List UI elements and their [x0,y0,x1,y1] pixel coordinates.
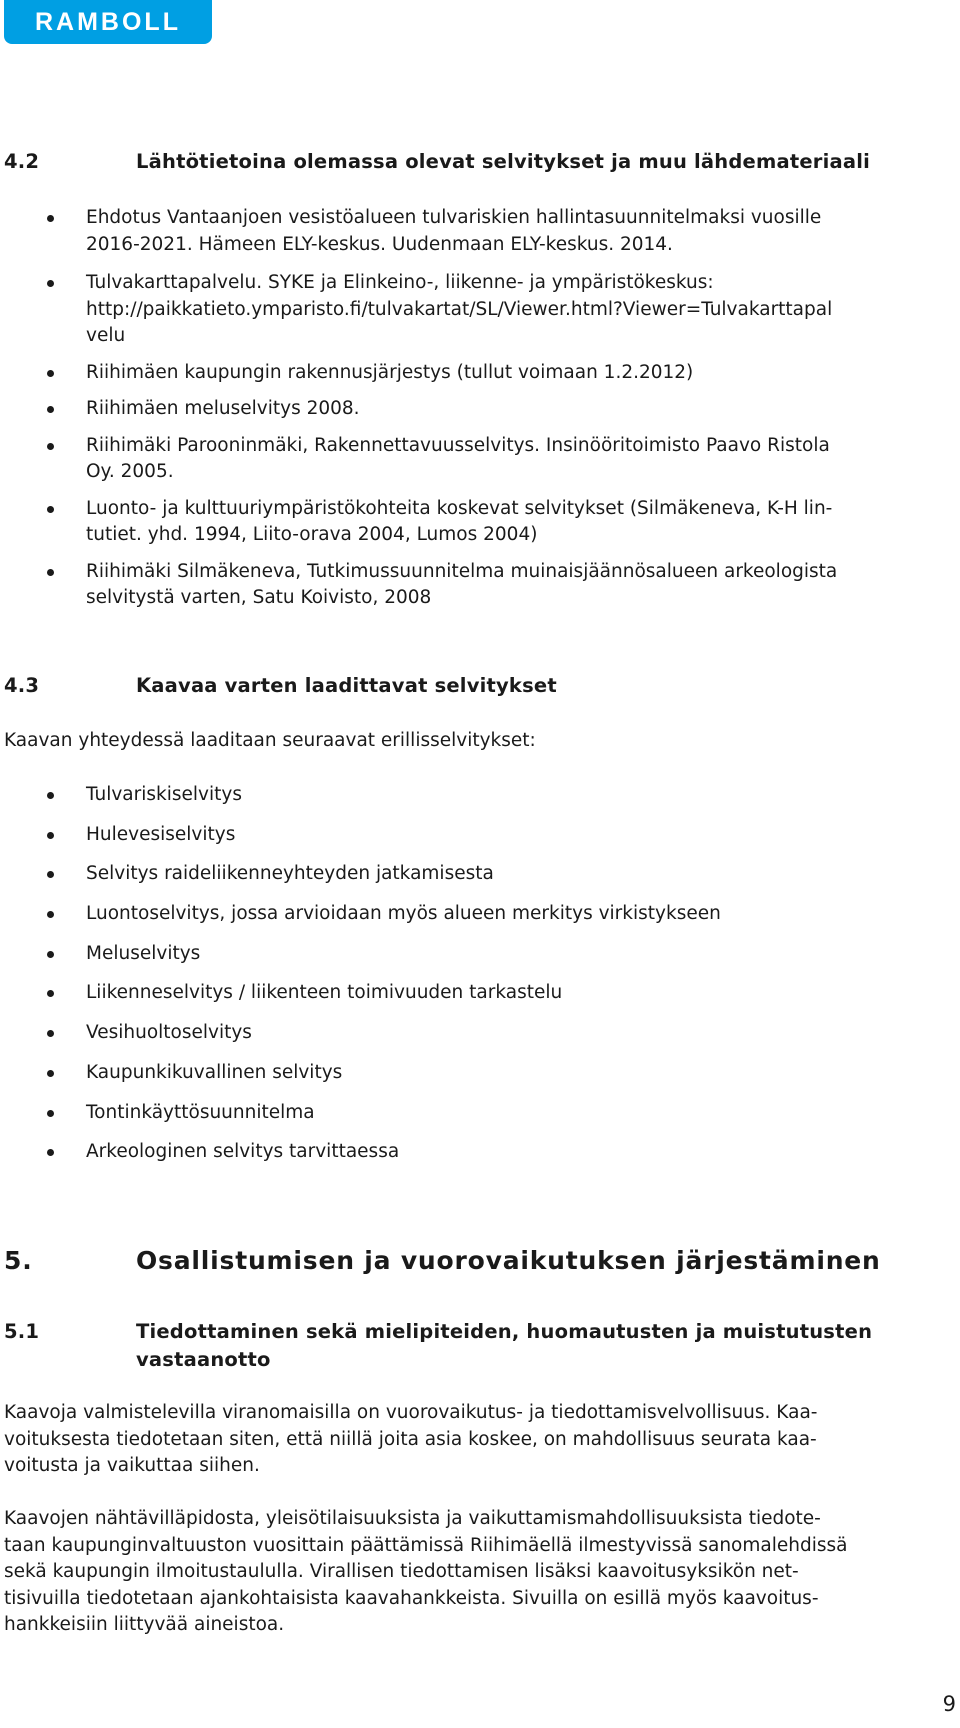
list-item-line: tutiet. yhd. 1994, Liito-orava 2004, Lumos 2004) [86,524,538,545]
list-item [0,1100,946,1127]
list-item [0,980,946,1007]
list-item [0,559,946,612]
list-item-label: Arkeologinen selvitys tarvittaessa [86,1141,400,1163]
list-item-line: Tulvakarttapalvelu. SYKE ja Elinkeino-, liikenne- ja ympäristökeskus: [86,272,714,293]
ramboll-logo [4,0,212,44]
list-item-line: Oy. 2005. [86,461,174,482]
bullet-icon [47,1149,54,1156]
paragraph-line: taan kaupunginvaltuuston vuosittain päättämissä Riihimäellä ilmestyvissä sanomalehdissä [4,1534,848,1556]
list-item [0,941,946,968]
section-4-3-intro: Kaavan yhteydessä laaditaan seuraavat erillisselvitykset: [4,730,536,751]
list-item-label: Kaupunkikuvallinen selvitys [86,1061,343,1083]
bullet-icon [47,911,54,918]
bullet-icon [47,506,54,513]
list-item [0,822,946,849]
section-title-line: vastaanotto [136,1348,271,1371]
list-item-line: Riihimäki Silmäkeneva, Tutkimussuunnitelma muinaisjäännösalueen arkeologista [86,560,838,582]
bullet-icon [47,990,54,997]
logo-text: RAMBOLL [35,8,181,36]
paragraph-line: voituksesta tiedotetaan siten, että niillä joita asia koskee, on mahdollisuus seurata kaa- [4,1428,817,1450]
bullet-icon [47,569,54,576]
bullet-icon [47,871,54,878]
list-item-label: Luontoselvitys, jossa arvioidaan myös alueen merkitys virkistykseen [86,903,721,925]
bullet-icon [47,443,54,450]
list-item-line: selvitystä varten, Satu Koivisto, 2008 [86,587,432,608]
section-number: 4.2 [4,150,40,173]
list-item-line: velu [86,325,126,346]
list-item-label: Hulevesiselvitys [86,823,236,845]
list-item-label: Meluselvitys [86,942,201,964]
list-item-label: Tontinkäyttösuunnitelma [86,1101,315,1123]
list-item [0,205,946,258]
list-item-line: 2016-2021. Hämeen ELY-keskus. Uudenmaan ELY-keskus. 2014. [86,233,673,255]
paragraph-notification [4,1506,944,1639]
paragraph-line: voitusta ja vaikuttaa siihen. [4,1455,260,1477]
list-item-line: Riihimäki Parooninmäki, Rakennettavuusselvitys. Insinööritoimisto Paavo Ristola [86,434,830,456]
section-number: 5.1 [4,1320,40,1343]
list-item [0,496,946,549]
paragraph-interaction-duty [4,1400,944,1480]
section-title-line: Tiedottaminen sekä mielipiteiden, huomautusten ja muistutusten [136,1320,873,1343]
logo-wordmark [18,7,198,37]
list-item [0,396,946,423]
bullet-icon [47,370,54,377]
list-item [0,360,946,387]
chapter-title: Osallistumisen ja vuorovaikutuksen järjestäminen [136,1246,881,1275]
bullet-icon [47,215,54,222]
list-item-label: Vesihuoltoselvitys [86,1022,252,1044]
bullet-icon [47,1030,54,1037]
list-item-label: Liikenneselvitys / liikenteen toimivuuden tarkastelu [86,982,563,1004]
bullet-icon [47,951,54,958]
list-item-label: Selvitys raideliikenneyhteyden jatkamisesta [86,863,494,885]
section-title: Kaavaa varten laadittavat selvitykset [136,674,557,697]
bullet-icon [47,832,54,839]
section-5-1-heading [4,1318,944,1374]
list-item-line: Ehdotus Vantaanjoen vesistöalueen tulvariskien hallintasuunnitelmaksi vuosille [86,207,822,228]
paragraph-line: hankkeisiin liittyvää aineistoa. [4,1614,285,1636]
paragraph-line: sekä kaupungin ilmoitustaululla. Virallisen tiedottamisen lisäksi kaavoitusyksikön net- [4,1561,799,1583]
planned-surveys-list [0,782,946,1166]
list-item [0,782,946,809]
list-item-line: Luonto- ja kulttuuriympäristökohteita koskevat selvitykset (Silmäkeneva, K-H lin- [86,497,833,519]
section-number: 4.3 [4,674,40,697]
page-number: 9 [942,1692,956,1716]
source-materials-list [0,205,946,612]
chapter-number: 5. [4,1246,33,1275]
list-item [0,901,946,928]
list-item [0,1060,946,1087]
list-item [0,270,946,350]
paragraph-line: Kaavoja valmistelevilla viranomaisilla on vuorovaikutus- ja tiedottamisvelvollisuus. Kaa- [4,1402,818,1423]
bullet-icon [47,280,54,287]
list-item-label: Tulvariskiselvitys [86,784,242,805]
list-item [0,433,946,486]
paragraph-line: tisivuilla tiedotetaan ajankohtaisista kaavahankkeista. Sivuilla on esillä myös kaavoitus- [4,1587,819,1609]
bullet-icon [47,792,54,799]
paragraph-line: Kaavojen nähtävilläpidosta, yleisötilaisuuksista ja vaikuttamismahdollisuuksista tiedote- [4,1508,821,1529]
list-item-line: http://paikkatieto.ymparisto.fi/tulvakartat/SL/Viewer.html?Viewer=Tulvakarttapal [86,298,833,320]
section-title: Lähtötietoina olemassa olevat selvitykset ja muu lähdemateriaali [136,150,870,173]
list-item-line: Riihimäen kaupungin rakennusjärjestys (tullut voimaan 1.2.2012) [86,361,694,383]
list-item [0,1139,946,1166]
list-item [0,861,946,888]
bullet-icon [47,1070,54,1077]
list-item-line: Riihimäen meluselvitys 2008. [86,398,360,419]
bullet-icon [47,406,54,413]
bullet-icon [47,1110,54,1117]
list-item [0,1020,946,1047]
